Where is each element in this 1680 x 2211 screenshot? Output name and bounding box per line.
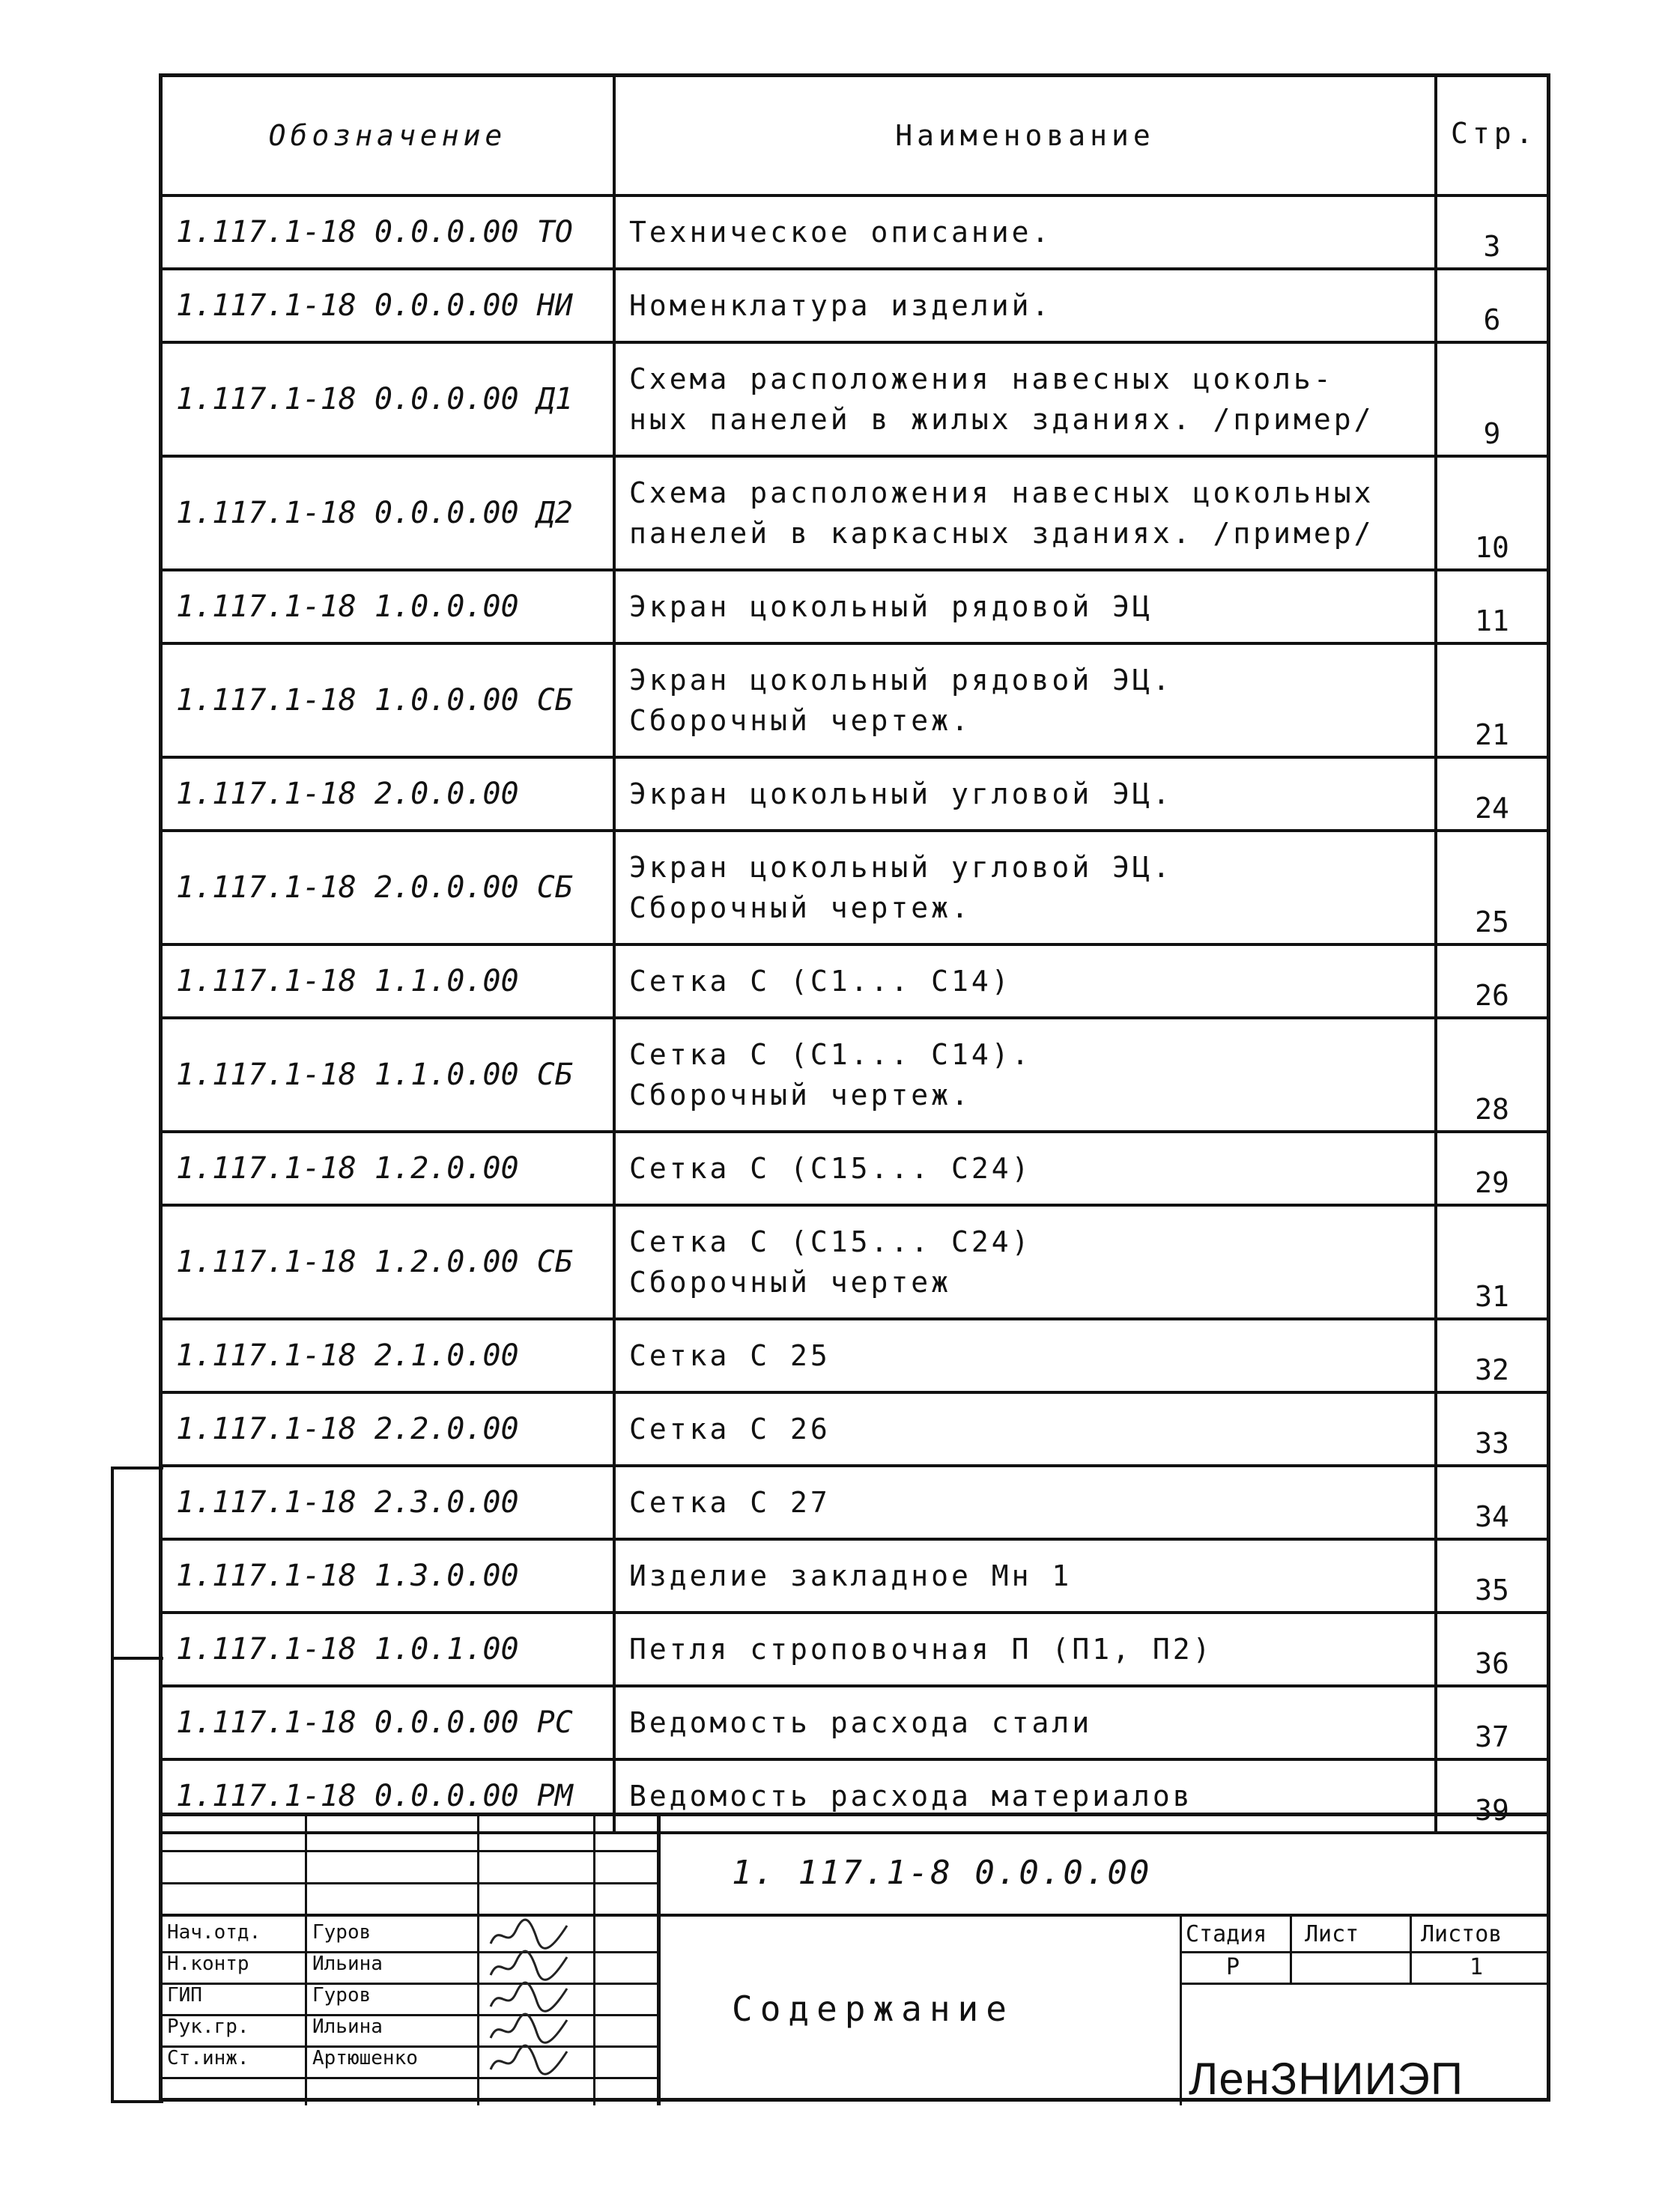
row-name-line: Экран цокольный угловой ЭЦ. bbox=[629, 777, 1173, 810]
table-row bbox=[163, 1205, 1547, 1319]
row-designation: 1.117.1-18 1.2.0.00 СБ bbox=[163, 1205, 614, 1319]
document-title: Содержание bbox=[732, 1989, 1014, 2029]
table-row bbox=[163, 570, 1547, 643]
row-name bbox=[614, 1018, 1436, 1132]
row-designation: 1.117.1-18 1.3.0.00 bbox=[163, 1539, 614, 1613]
table-row bbox=[163, 1686, 1547, 1759]
table-row bbox=[163, 643, 1547, 757]
row-page: 3 bbox=[1436, 195, 1547, 269]
signature-scribble bbox=[485, 1948, 574, 1984]
row-name bbox=[614, 1205, 1436, 1319]
row-designation: 1.117.1-18 0.0.0.00 НИ bbox=[163, 269, 614, 342]
row-name-line: Ведомость расхода стали bbox=[629, 1706, 1093, 1739]
header-name: Наименование bbox=[614, 77, 1436, 195]
row-name-line: Сетка С (С1... С14). bbox=[629, 1038, 1032, 1071]
row-designation: 1.117.1-18 2.1.0.00 bbox=[163, 1319, 614, 1392]
row-name-line: Экран цокольный рядовой ЭЦ. bbox=[629, 664, 1173, 697]
sheet-label: Лист bbox=[1305, 1921, 1359, 1947]
role-label: Н.контр bbox=[167, 1953, 249, 1975]
side-binding-strip bbox=[111, 1467, 163, 2103]
row-page: 37 bbox=[1436, 1686, 1547, 1759]
table-header-row bbox=[163, 77, 1547, 195]
table-row bbox=[163, 1539, 1547, 1613]
row-designation: 1.117.1-18 0.0.0.00 ТО bbox=[163, 195, 614, 269]
row-name bbox=[614, 195, 1436, 269]
row-name-line: Изделие закладное Мн 1 bbox=[629, 1559, 1073, 1592]
row-page: 28 bbox=[1436, 1018, 1547, 1132]
row-designation: 1.117.1-18 2.0.0.00 bbox=[163, 757, 614, 831]
row-name-line: Сетка С 25 bbox=[629, 1339, 831, 1372]
header-page: Стр. bbox=[1436, 77, 1547, 195]
role-label: Рук.гр. bbox=[167, 2016, 249, 2038]
sheets-label: Листов bbox=[1421, 1921, 1502, 1947]
role-person-name: Гуров bbox=[312, 1984, 372, 2007]
row-page: 6 bbox=[1436, 269, 1547, 342]
table-row bbox=[163, 1466, 1547, 1539]
row-name-line: Сборочный чертеж bbox=[629, 1266, 952, 1299]
row-name bbox=[614, 1466, 1436, 1539]
table-row bbox=[163, 831, 1547, 944]
header-designation: Обозначение bbox=[163, 77, 614, 195]
role-label: Ст.инж. bbox=[167, 2047, 249, 2069]
row-page: 21 bbox=[1436, 643, 1547, 757]
row-designation: 1.117.1-18 2.3.0.00 bbox=[163, 1466, 614, 1539]
row-designation: 1.117.1-18 2.0.0.00 СБ bbox=[163, 831, 614, 944]
row-name-line: Сборочный чертеж. bbox=[629, 704, 971, 737]
signature-scribble bbox=[485, 1917, 574, 1953]
signature-scribble bbox=[485, 2011, 574, 2047]
row-name bbox=[614, 1319, 1436, 1392]
row-name-line: Сетка С 26 bbox=[629, 1413, 831, 1446]
row-name bbox=[614, 1686, 1436, 1759]
row-page: 34 bbox=[1436, 1466, 1547, 1539]
role-person-name: Гуров bbox=[312, 1921, 372, 1944]
row-name-line: Сетка С 27 bbox=[629, 1486, 831, 1519]
row-name-line: Петля строповочная П (П1, П2) bbox=[629, 1633, 1213, 1666]
table-row bbox=[163, 757, 1547, 831]
stage-label: Стадия bbox=[1186, 1921, 1267, 1947]
row-name bbox=[614, 757, 1436, 831]
row-designation: 1.117.1-18 0.0.0.00 РМ bbox=[163, 1759, 614, 1833]
row-name bbox=[614, 1539, 1436, 1613]
row-name bbox=[614, 831, 1436, 944]
document-sheet bbox=[159, 73, 1550, 2102]
row-name-line: Сетка С (С1... С14) bbox=[629, 965, 1012, 998]
row-name bbox=[614, 342, 1436, 456]
row-page: 35 bbox=[1436, 1539, 1547, 1613]
sheets-value: 1 bbox=[1470, 1954, 1484, 1980]
row-page: 32 bbox=[1436, 1319, 1547, 1392]
row-name bbox=[614, 570, 1436, 643]
table-row bbox=[163, 1613, 1547, 1686]
row-name bbox=[614, 269, 1436, 342]
row-designation: 1.117.1-18 2.2.0.00 bbox=[163, 1392, 614, 1466]
contents-table bbox=[163, 77, 1547, 1834]
row-name-line: Сетка С (С15... С24) bbox=[629, 1152, 1032, 1185]
row-page: 36 bbox=[1436, 1613, 1547, 1686]
row-designation: 1.117.1-18 0.0.0.00 Д1 bbox=[163, 342, 614, 456]
row-designation: 1.117.1-18 1.1.0.00 СБ bbox=[163, 1018, 614, 1132]
table-row bbox=[163, 1392, 1547, 1466]
title-block bbox=[163, 1813, 1547, 2105]
role-label: ГИП bbox=[167, 1984, 202, 2007]
row-page: 29 bbox=[1436, 1132, 1547, 1205]
signature-scribble bbox=[485, 2042, 574, 2078]
table-row bbox=[163, 342, 1547, 456]
row-name-line: Сетка С (С15... С24) bbox=[629, 1225, 1032, 1258]
row-name-line: Номенклатура изделий. bbox=[629, 289, 1052, 322]
row-page: 10 bbox=[1436, 456, 1547, 570]
table-row bbox=[163, 456, 1547, 570]
row-designation: 1.117.1-18 1.0.0.00 СБ bbox=[163, 643, 614, 757]
role-person-name: Ильина bbox=[312, 2016, 383, 2038]
row-page: 33 bbox=[1436, 1392, 1547, 1466]
row-name bbox=[614, 1392, 1436, 1466]
row-page: 26 bbox=[1436, 944, 1547, 1018]
row-name bbox=[614, 643, 1436, 757]
row-name bbox=[614, 456, 1436, 570]
row-designation: 1.117.1-18 0.0.0.00 Д2 bbox=[163, 456, 614, 570]
row-name-line: Сборочный чертеж. bbox=[629, 891, 971, 924]
row-designation: 1.117.1-18 1.2.0.00 bbox=[163, 1132, 614, 1205]
row-name-line: Схема расположения навесных цоколь- bbox=[629, 363, 1334, 395]
row-name-line: ных панелей в жилых зданиях. /пример/ bbox=[629, 403, 1374, 436]
table-row bbox=[163, 269, 1547, 342]
table-row bbox=[163, 1018, 1547, 1132]
row-name-line: Техническое описание. bbox=[629, 216, 1052, 249]
role-label: Нач.отд. bbox=[167, 1921, 261, 1944]
row-designation: 1.117.1-18 1.1.0.00 bbox=[163, 944, 614, 1018]
table-row bbox=[163, 1132, 1547, 1205]
row-name-line: панелей в каркасных зданиях. /пример/ bbox=[629, 517, 1374, 550]
row-name-line: Экран цокольный рядовой ЭЦ bbox=[629, 590, 1153, 623]
row-name bbox=[614, 944, 1436, 1018]
organization-name: ЛенЗНИИЭП bbox=[1189, 2054, 1464, 2104]
row-page: 31 bbox=[1436, 1205, 1547, 1319]
row-page: 25 bbox=[1436, 831, 1547, 944]
table-row bbox=[163, 1319, 1547, 1392]
row-name-line: Схема расположения навесных цокольных bbox=[629, 476, 1374, 509]
row-designation: 1.117.1-18 0.0.0.00 РС bbox=[163, 1686, 614, 1759]
row-page: 39 bbox=[1436, 1759, 1547, 1833]
row-page: 24 bbox=[1436, 757, 1547, 831]
row-name bbox=[614, 1613, 1436, 1686]
signature-scribble bbox=[485, 1980, 574, 2016]
role-person-name: Ильина bbox=[312, 1953, 383, 1975]
stage-value: Р bbox=[1226, 1954, 1240, 1980]
row-page: 9 bbox=[1436, 342, 1547, 456]
row-name bbox=[614, 1132, 1436, 1205]
role-person-name: Артюшенко bbox=[312, 2047, 418, 2069]
table-row bbox=[163, 195, 1547, 269]
row-designation: 1.117.1-18 1.0.1.00 bbox=[163, 1613, 614, 1686]
row-name-line: Ведомость расхода материалов bbox=[629, 1780, 1193, 1813]
row-name-line: Экран цокольный угловой ЭЦ. bbox=[629, 851, 1173, 884]
row-designation: 1.117.1-18 1.0.0.00 bbox=[163, 570, 614, 643]
document-code: 1. 117.1-8 0.0.0.00 bbox=[732, 1854, 1152, 1892]
table-row bbox=[163, 944, 1547, 1018]
row-name-line: Сборочный чертеж. bbox=[629, 1079, 971, 1111]
row-page: 11 bbox=[1436, 570, 1547, 643]
